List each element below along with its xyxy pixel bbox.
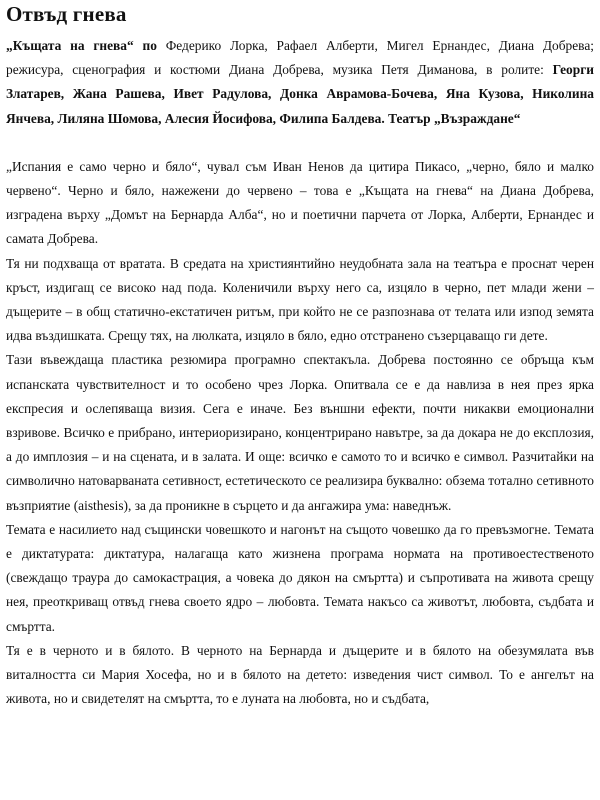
play-title: „Къщата на гнева“ по bbox=[6, 38, 157, 53]
paragraph-3: Тази въвеждаща пластика резюмира програмно спектакъла. Добрева постоянно се обръща към испанската чувствителност и то особено чрез Лорка. Опитвала се е да навлиза в нея през ярка експресия и ослепяваща визия. Сега е иначе. Без външни ефекти, почти никакви емоционални взривове. Всичко е прибрано, интериоризирано, концентрирано навътре, за да докара не до експлозия, а до имплозия – и на сцената, и в залата. И още: всичко е самото то и всичко е символ. Разчитайки на символично натоварваната сетивност, естетическото се реализира буквално: обзема тотално сетивното възприятие (aisthesis), за да проникне в сърцето и да ангажира ума: наведнъж. bbox=[6, 352, 594, 513]
article bbox=[6, 0, 594, 711]
article-body bbox=[6, 155, 594, 712]
cast-list: Георги Златарев, Жана Рашева, Ивет Радулова, Донка Аврамова-Бочева, Яна Кузова, Николина Янчева, Лиляна Шомова, Алесия Йосифова, Филипа Балдева. bbox=[6, 62, 594, 126]
paragraph-2: Тя ни подхваща от вратата. В средата на християнтийно неудобната зала на театъра е проснат черен кръст, издигащ се високо над пода. Коленичили върху него са, изцяло в черно, пет млади жени – дъщерите – в общ статично-екстатичен ритъм, при който не се разпознава от телата или изпод земята идва въздишката. Срещу тях, на люлката, изцяло в бяло, едно отстранено съзерцаващо ги дете. bbox=[6, 255, 594, 344]
article-title: Отвъд гнева bbox=[6, 2, 127, 26]
paragraph-4: Темата е насилието над същински човешкото и нагонът на същото човешко да го превъзмогне. Темата е диктатурата: диктатура, налагаща като жизнена програма нормата на противоестественото (свеждащо траура до самокастрация, а човека до дякон на смъртта) и съпротивата на живота срещу нея, преоткриващ отвъд гнева своето ядро – любовта. Темата накъсо са животът, любовта, съдбата и смъртта. bbox=[6, 521, 594, 634]
paragraph-1: „Испания е само черно и бяло“, чувал съм Иван Ненов да цитира Пикасо, „черно, бяло и малко червено“. Черно и бяло, нажежени до червено – това е „Къщата на гнева“ на Диана Добрева, изградена върху „Домът на Бернарда Алба“, но и поетични парчета от Лорка, Алберти, Ернандес и самата Добрева. bbox=[6, 158, 594, 247]
theatre-name: Театър „Възраждане“ bbox=[384, 110, 521, 126]
paragraph-5: Тя е в черното и в бялото. В черното на Бернарда и дъщерите и в бялото на обезумялата във виталността си Мария Хосефа, но и в бялото на детето: изведения чист символ. То е ангелът на живота, но и свидетелят на смъртта, то е луната на любовта, но и съдбата, bbox=[6, 642, 594, 707]
article-credits bbox=[6, 34, 594, 131]
authors-and-crew: Федерико Лорка, Рафаел Алберти, Мигел Ернандес, Диана Добрева; режисура, сценография и костюми Диана Добрева, музика Петя Диманова, в ролите: bbox=[6, 38, 594, 78]
